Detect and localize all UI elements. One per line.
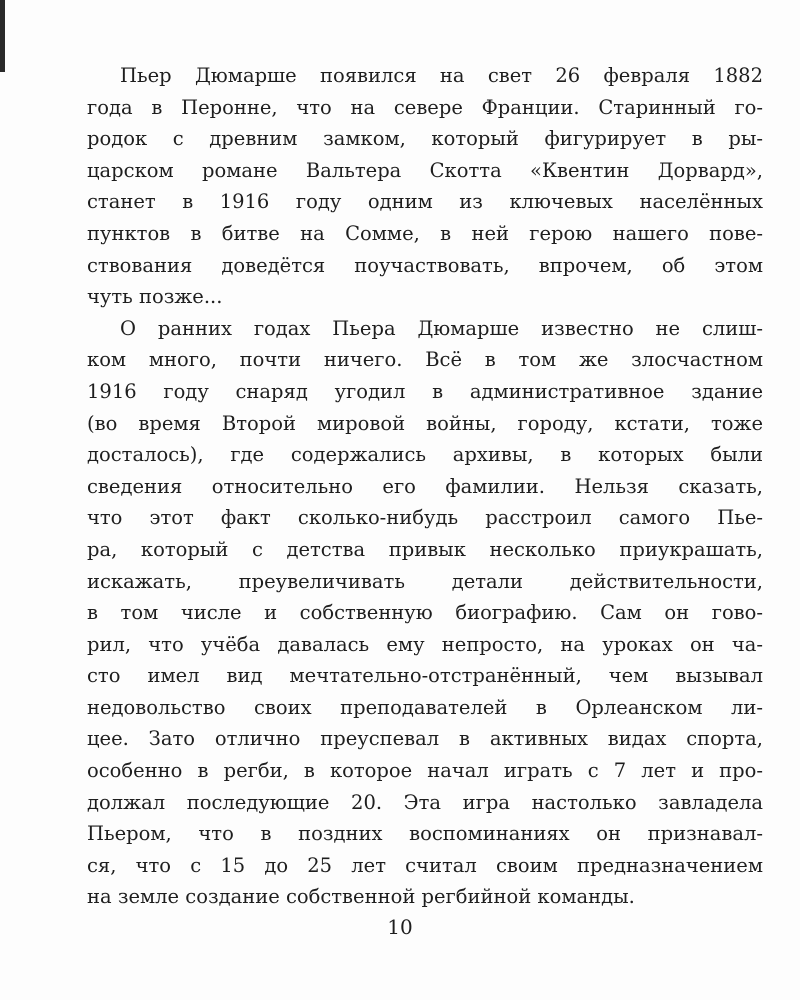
- text-line: цее. Зато отлично преуспевал в активных видах спорта,: [87, 727, 763, 751]
- text-line: досталось), где содержались архивы, в которых были: [87, 443, 763, 467]
- text-line: что этот факт сколько-нибудь расстроил самого Пье-: [87, 506, 763, 530]
- text-line: недовольство своих преподавателей в Орлеанском ли-: [87, 695, 763, 719]
- text-line: на земле создание собственной регбийной команды.: [87, 885, 635, 909]
- text-line: ствования доведётся поучаствовать, впрочем, об этом: [87, 253, 763, 277]
- text-line: 1916 году снаряд угодил в административное здание: [87, 379, 763, 403]
- paragraph-2: [87, 313, 763, 913]
- page-edge-shadow: [0, 0, 5, 72]
- text-line: Пьер Дюмарше появился на свет 26 февраля 1882: [120, 64, 763, 87]
- text-line: особенно в регби, в которое начал играть с 7 лет и про-: [87, 759, 763, 783]
- text-line: пунктов в битве на Сомме, в ней герою нашего пове-: [87, 221, 763, 245]
- text-line: станет в 1916 году одним из ключевых населённых: [87, 190, 763, 214]
- page-number: 10: [387, 915, 413, 939]
- text-line: чуть позже...: [87, 285, 223, 309]
- text-line: должал последующие 20. Эта игра настолько завладела: [87, 790, 763, 814]
- text-line: в том числе и собственную биографию. Сам он гово-: [87, 601, 763, 625]
- text-line: искажать, преувеличивать детали действительности,: [87, 569, 763, 593]
- text-line: ра, который с детства привык несколько приукрашать,: [87, 537, 763, 561]
- text-line: сто имел вид мечтательно-отстранённый, чем вызывал: [87, 664, 763, 688]
- text-line: ком много, почти ничего. Всё в том же злосчастном: [87, 348, 763, 372]
- text-line: сведения относительно его фамилии. Нельзя сказать,: [87, 474, 763, 498]
- text-line: (во время Второй мировой войны, городу, кстати, тоже: [87, 411, 763, 435]
- text-line: родок с древним замком, который фигурирует в ры-: [87, 127, 763, 151]
- text-line: Пьером, что в поздних воспоминаниях он признавал-: [87, 822, 763, 846]
- body-text: [87, 60, 763, 913]
- text-line: царском романе Вальтера Скотта «Квентин Дорвард»,: [87, 158, 763, 182]
- text-line: ся, что с 15 до 25 лет считал своим предназначением: [87, 853, 763, 877]
- text-line: года в Перонне, что на севере Франции. Старинный го-: [87, 95, 763, 119]
- text-line: О ранних годах Пьера Дюмарше известно не слиш-: [120, 316, 763, 340]
- paragraph-1: [87, 60, 763, 313]
- text-line: рил, что учёба давалась ему непросто, на уроках он ча-: [87, 632, 763, 656]
